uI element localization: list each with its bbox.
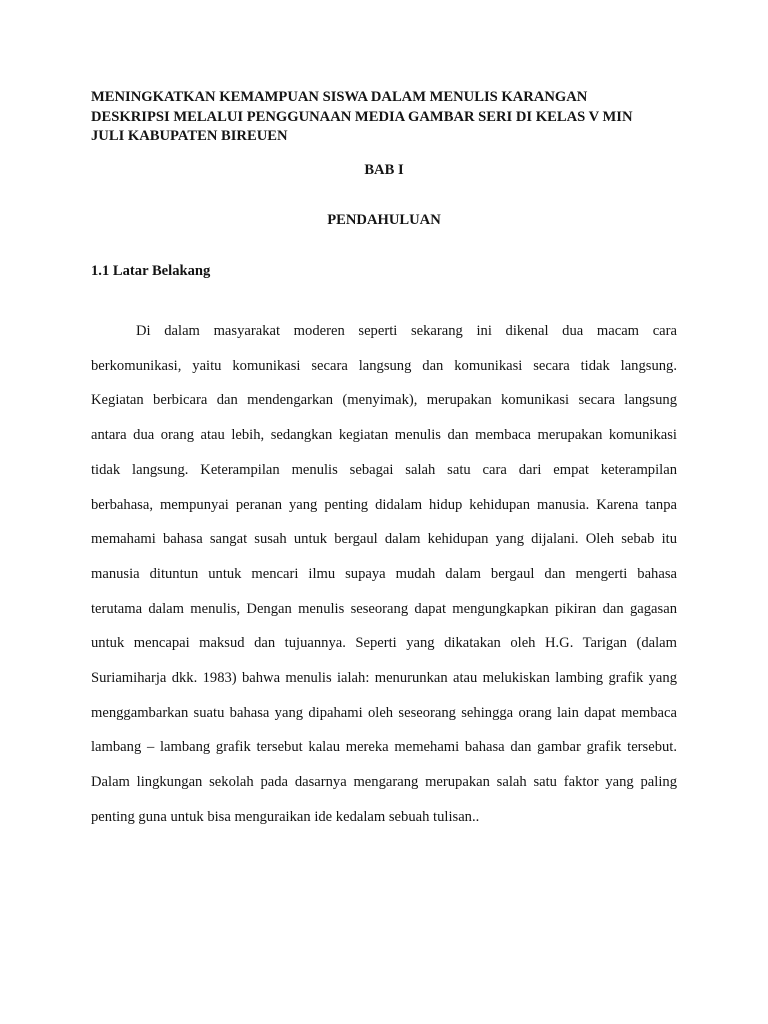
- paragraph-line: menggambarkan suatu bahasa yang dipahami oleh seseorang sehingga orang lain dapat membaca: [91, 704, 677, 721]
- paragraph-line: Kegiatan berbicara dan mendengarkan (menyimak), merupakan komunikasi secara langsung: [91, 392, 677, 409]
- paragraph-line: manusia dituntun untuk mencari ilmu supaya mudah dalam bergaul dan mengerti bahasa: [91, 565, 677, 582]
- paragraph-line: memahami bahasa sangat susah untuk bergaul dalam kehidupan yang dijalani. Oleh sebab itu: [91, 531, 677, 548]
- paragraph-line: Di dalam masyarakat moderen seperti sekarang ini dikenal dua macam cara: [136, 323, 677, 339]
- paragraph-line: berbahasa, mempunyai peranan yang penting didalam hidup kehidupan manusia. Karena tanpa: [91, 496, 677, 513]
- paragraph-line: tidak langsung. Keterampilan menulis sebagai salah satu cara dari empat keterampilan: [91, 461, 677, 478]
- title-line: DESKRIPSI MELALUI PENGGUNAAN MEDIA GAMBAR SERI DI KELAS V MIN: [91, 108, 633, 125]
- paragraph-line: penting guna untuk bisa menguraikan ide kedalam sebuah tulisan..: [91, 808, 480, 825]
- paragraph-line: Suriamiharja dkk. 1983) bahwa menulis ialah: menurunkan atau melukiskan lambing grafik yang: [91, 670, 677, 687]
- section-heading: 1.1 Latar Belakang: [91, 263, 211, 279]
- paragraph-line: lambang – lambang grafik tersebut kalau mereka memehami bahasa dan gambar grafik tersebut.: [91, 739, 677, 756]
- chapter-label: BAB I: [364, 162, 404, 178]
- title-line: MENINGKATKAN KEMAMPUAN SISWA DALAM MENULIS KARANGAN: [91, 89, 588, 105]
- paragraph-line: Dalam lingkungan sekolah pada dasarnya mengarang merupakan salah satu faktor yang paling: [91, 774, 677, 791]
- document-title: [91, 88, 691, 147]
- body-paragraph: [91, 314, 677, 835]
- paragraph-line: terutama dalam menulis, Dengan menulis seseorang dapat mengungkapkan pikiran dan gagasan: [91, 600, 677, 617]
- chapter-title: PENDAHULUAN: [327, 212, 441, 228]
- title-line: JULI KABUPATEN BIREUEN: [91, 128, 288, 144]
- paragraph-line: berkomunikasi, yaitu komunikasi secara langsung dan komunikasi secara tidak langsung.: [91, 357, 677, 374]
- paragraph-line: antara dua orang atau lebih, sedangkan kegiatan menulis dan membaca merupakan komunikasi: [91, 427, 677, 444]
- paragraph-line: untuk mencapai maksud dan tujuannya. Seperti yang dikatakan oleh H.G. Tarigan (dalam: [91, 635, 677, 652]
